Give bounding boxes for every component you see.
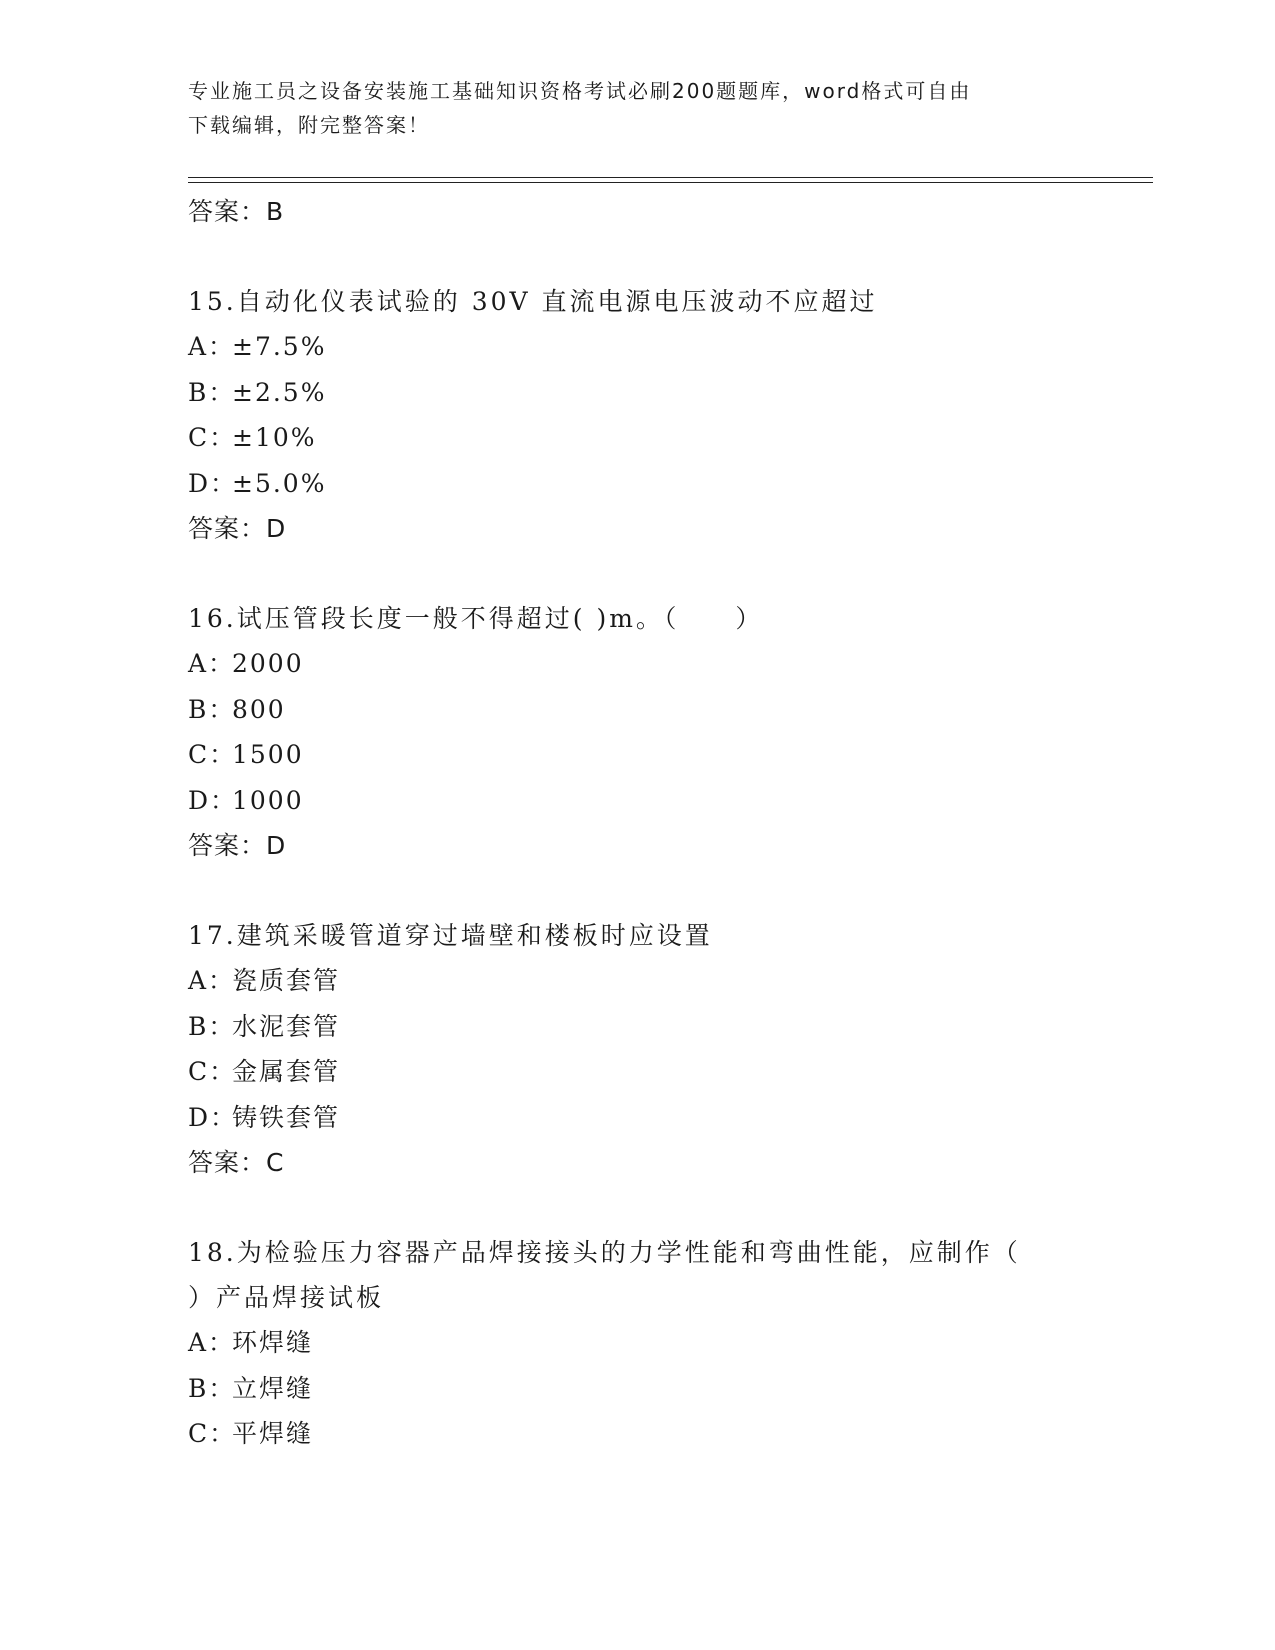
option-a [188, 641, 1088, 687]
document-header [188, 74, 1088, 142]
option-letter: A： [188, 966, 236, 995]
option-d [188, 778, 1088, 824]
option-text: 铸铁套管 [232, 1102, 341, 1132]
previous-answer: 答案：B [188, 197, 285, 226]
answer-line: 答案：C [188, 1148, 285, 1177]
option-b [188, 1004, 1088, 1050]
answer-line: 答案：D [188, 514, 287, 543]
option-letter: A： [188, 332, 236, 361]
option-text: ±2.5% [232, 377, 327, 407]
question-title: 15.自动化仪表试验的 30V 直流电源电压波动不应超过 [188, 287, 878, 316]
option-c [188, 732, 1088, 778]
option-letter: C： [188, 423, 237, 452]
option-letter: D： [188, 785, 238, 815]
header-line-2: 下载编辑，附完整答案！ [188, 113, 430, 137]
option-text: 瓷质套管 [232, 966, 341, 995]
option-letter: D： [188, 1102, 238, 1132]
option-c [188, 1411, 1088, 1457]
header-line-1: 专业施工员之设备安装施工基础知识资格考试必刷200题题库，word格式可自由 [188, 79, 972, 103]
header-divider-top [188, 177, 1153, 178]
option-b [188, 687, 1088, 733]
option-letter: C： [188, 1057, 237, 1086]
option-letter: A： [188, 649, 236, 678]
question-title-line-1: 18.为检验压力容器产品焊接接头的力学性能和弯曲性能，应制作（ [188, 1238, 1021, 1267]
option-letter: C： [188, 1419, 237, 1448]
option-letter: B： [188, 1373, 236, 1403]
option-a [188, 958, 1088, 1004]
option-text: 平焊缝 [232, 1419, 314, 1448]
option-text: 800 [232, 694, 286, 724]
option-letter: C： [188, 740, 237, 769]
question-18 [188, 1230, 1088, 1457]
option-a [188, 1320, 1088, 1366]
option-a [188, 324, 1088, 370]
option-letter: B： [188, 694, 236, 724]
option-c [188, 415, 1088, 461]
option-text: 1000 [232, 785, 304, 815]
option-text: ±7.5% [232, 332, 327, 361]
option-text: 水泥套管 [232, 1011, 341, 1041]
question-15 [188, 279, 1088, 551]
option-text: 2000 [232, 649, 304, 678]
question-list [188, 189, 1088, 1457]
option-c [188, 1049, 1088, 1095]
option-b [188, 1366, 1088, 1412]
header-divider-bottom [188, 182, 1153, 183]
option-text: ±10% [232, 423, 317, 452]
option-letter: A： [188, 1328, 236, 1357]
option-text: ±5.0% [232, 468, 327, 498]
question-title: 17.建筑采暖管道穿过墙壁和楼板时应设置 [188, 921, 713, 950]
option-d [188, 1095, 1088, 1141]
question-title: 16.试压管段长度一般不得超过( )m。（ ） [188, 604, 764, 633]
option-d [188, 461, 1088, 507]
option-letter: D： [188, 468, 238, 498]
option-text: 1500 [232, 740, 304, 769]
question-title-line-2: ）产品焊接试板 [188, 1283, 385, 1312]
question-17 [188, 913, 1088, 1185]
option-b [188, 370, 1088, 416]
option-text: 立焊缝 [232, 1373, 314, 1403]
question-16 [188, 596, 1088, 868]
option-letter: B： [188, 1011, 236, 1041]
option-text: 环焊缝 [232, 1328, 314, 1357]
option-text: 金属套管 [232, 1057, 341, 1086]
answer-line: 答案：D [188, 831, 287, 860]
option-letter: B： [188, 377, 236, 407]
